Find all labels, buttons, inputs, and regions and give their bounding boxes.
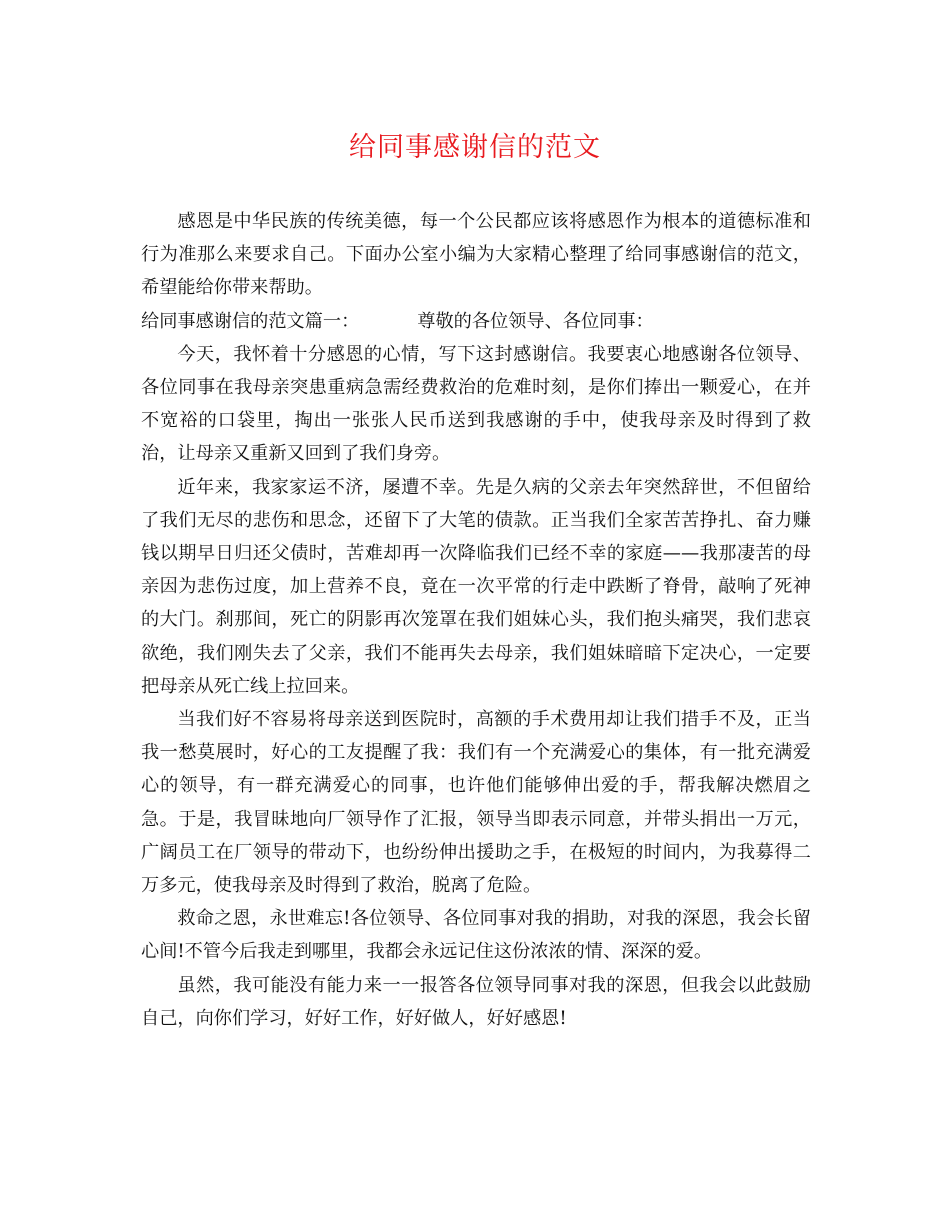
section-heading: 给同事感谢信的范文篇一： — [141, 310, 360, 332]
document-body — [141, 205, 811, 1035]
body-paragraph-2: 近年来，我家家运不济，屡遭不幸。先是久病的父亲去年突然辞世，不但留给了我们无尽的悲伤和思念，还留下了大笔的债款。正当我们全家苦苦挣扎、奋力赚钱以期早日归还父债时，苦难却再一次降临我们已经不幸的家庭——我那凄苦的母亲因为悲伤过度，加上营养不良，竟在一次平常的行走中跌断了脊骨，敲响了死神的大门。刹那间，死亡的阴影再次笼罩在我们姐妹心头，我们抱头痛哭，我们悲哀欲绝，我们刚失去了父亲，我们不能再失去母亲，我们姐妹暗暗下定决心，一定要把母亲从死亡线上拉回来。 — [141, 476, 811, 697]
document-title: 给同事感谢信的范文 — [349, 132, 601, 163]
body-paragraph-1: 今天，我怀着十分感恩的心情，写下这封感谢信。我要衷心地感谢各位领导、各位同事在我母亲突患重病急需经费救治的危难时刻，是你们捧出一颗爱心，在并不宽裕的口袋里，掏出一张张人民币送到我感谢的手中，使我母亲及时得到了救治，让母亲又重新又回到了我们身旁。 — [141, 343, 811, 465]
body-paragraph-3: 当我们好不容易将母亲送到医院时，高额的手术费用却让我们措手不及，正当我一愁莫展时，好心的工友提醒了我：我们有一个充满爱心的集体，有一批充满爱心的领导，有一群充满爱心的同事，也许他们能够伸出爱的手，帮我解决燃眉之急。于是，我冒昧地向厂领导作了汇报，领导当即表示同意，并带头捐出一万元，广阔员工在厂领导的带动下，也纷纷伸出援助之手，在极短的时间内，为我募得二万多元，使我母亲及时得到了救治，脱离了危险。 — [141, 709, 811, 897]
salutation: 尊敬的各位领导、各位同事： — [417, 310, 654, 332]
intro-paragraph: 感恩是中华民族的传统美德，每一个公民都应该将感恩作为根本的道德标准和行为准那么来要求自己。下面办公室小编为大家精心整理了给同事感谢信的范文，希望能给你带来帮助。 — [141, 211, 811, 299]
body-paragraph-4: 救命之恩，永世难忘!各位领导、各位同事对我的捐助，对我的深恩，我会长留心间!不管今后我走到哪里，我都会永远记住这份浓浓的情、深深的爱。 — [141, 908, 811, 963]
section-heading-line — [141, 305, 811, 338]
body-paragraph-5: 虽然，我可能没有能力来一一报答各位领导同事对我的深恩，但我会以此鼓励自己，向你们学习，好好工作，好好做人，好好感恩! — [141, 974, 811, 1029]
